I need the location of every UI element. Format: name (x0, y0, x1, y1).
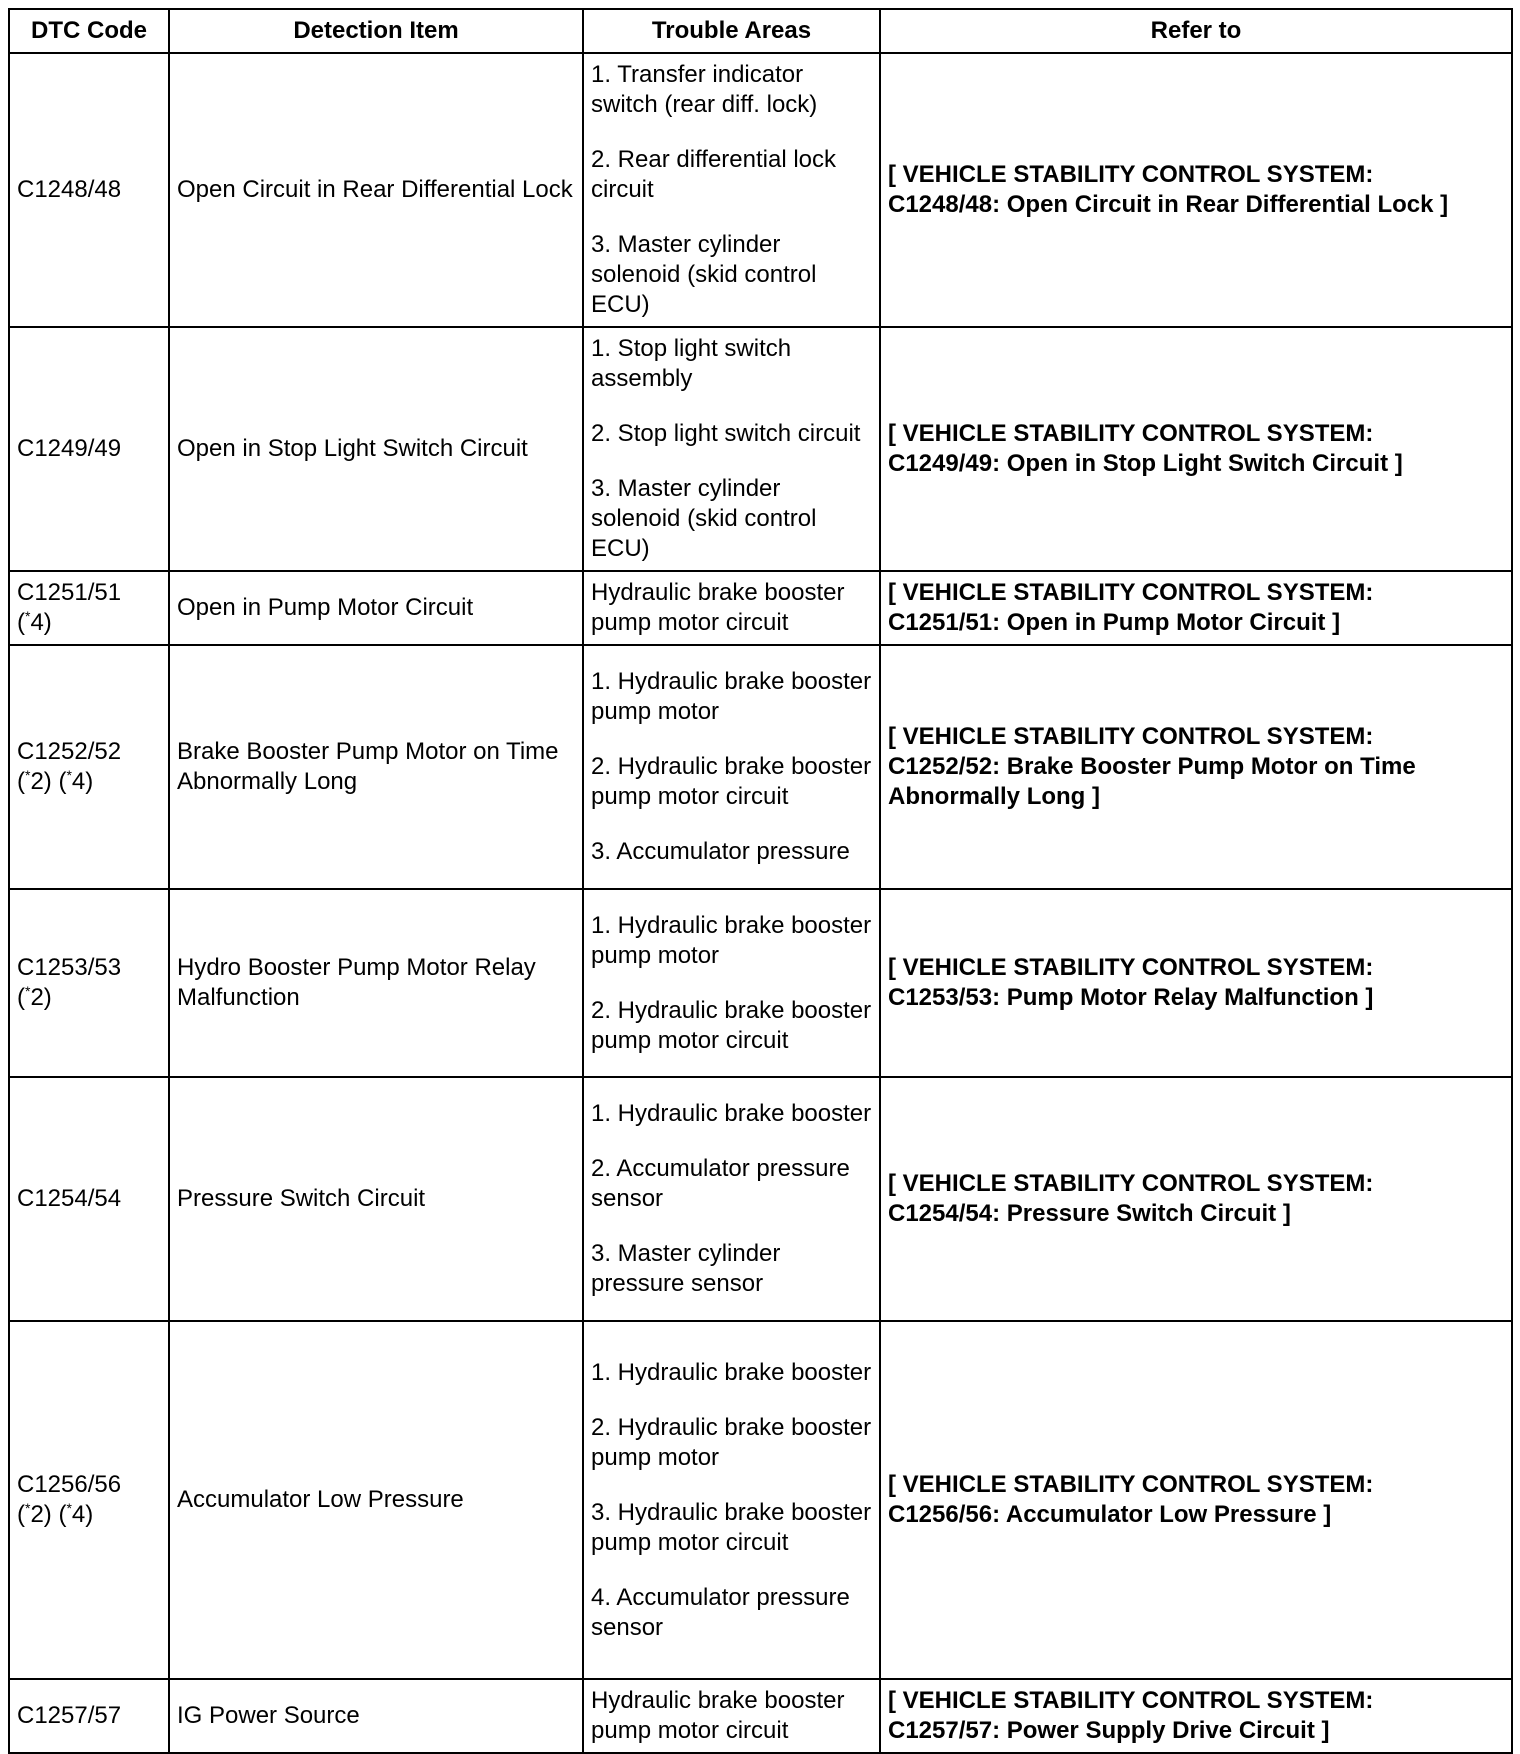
refer-line: C1249/49: Open in Stop Light Switch Circuit ] (888, 450, 1403, 477)
dtc-code-cell (9, 889, 169, 1077)
table-row (9, 889, 1512, 1077)
refer-link[interactable] (880, 1321, 1512, 1679)
trouble-areas-cell (583, 1077, 880, 1321)
dtc-code-cell (9, 571, 169, 645)
refer-link[interactable] (880, 327, 1512, 571)
trouble-area: 1. Stop light switch assembly (591, 335, 792, 392)
refer-link[interactable] (880, 1077, 1512, 1321)
table-row (9, 327, 1512, 571)
table-row (9, 1679, 1512, 1753)
dtc-code-cell (9, 645, 169, 889)
refer-line: [ VEHICLE STABILITY CONTROL SYSTEM: (888, 420, 1374, 447)
dtc-code: C1251/51 (17, 579, 122, 606)
dtc-code: C1253/53 (17, 954, 122, 981)
trouble-areas-cell (583, 889, 880, 1077)
refer-line: C1254/54: Pressure Switch Circuit ] (888, 1200, 1291, 1227)
refer-link[interactable] (880, 889, 1512, 1077)
trouble-area: 3. Master cylinder pressure sensor (591, 1240, 781, 1297)
header-trouble-areas: Trouble Areas (583, 9, 880, 53)
trouble-area: 2. Accumulator pressure sensor (591, 1155, 850, 1212)
trouble-area: 1. Hydraulic brake booster pump motor (591, 668, 872, 725)
dtc-code-cell (9, 327, 169, 571)
detection-item: Accumulator Low Pressure (169, 1321, 583, 1679)
trouble-area: 1. Hydraulic brake booster pump motor (591, 911, 872, 969)
table-row (9, 645, 1512, 889)
refer-line: C1256/56: Accumulator Low Pressure ] (888, 1501, 1332, 1528)
dtc-code: C1254/54 (17, 1185, 122, 1212)
trouble-area: Hydraulic brake booster pump motor circuit (591, 579, 845, 636)
refer-line: C1257/57: Power Supply Drive Circuit ] (888, 1717, 1330, 1744)
detection-item: Open Circuit in Rear Differential Lock (169, 53, 583, 327)
dtc-code: C1257/57 (17, 1702, 122, 1729)
refer-line: [ VEHICLE STABILITY CONTROL SYSTEM: (888, 161, 1374, 188)
dtc-code: C1256/56 (17, 1471, 122, 1498)
dtc-code: C1252/52 (17, 738, 122, 765)
trouble-area: 3. Hydraulic brake booster pump motor circuit (591, 1498, 872, 1556)
table-row (9, 53, 1512, 327)
detection-item: Pressure Switch Circuit (169, 1077, 583, 1321)
trouble-area: 2. Rear differential lock circuit (591, 146, 837, 203)
refer-line: C1252/52: Brake Booster Pump Motor on Time Abnormally Long ] (888, 753, 1416, 810)
table-row (9, 1321, 1512, 1679)
header-dtc-code: DTC Code (9, 9, 169, 53)
refer-link[interactable] (880, 571, 1512, 645)
trouble-area: 3. Master cylinder solenoid (skid control ECU) (591, 231, 817, 318)
table-row (9, 1077, 1512, 1321)
detection-item: Open in Stop Light Switch Circuit (169, 327, 583, 571)
dtc-table (8, 8, 1513, 1754)
trouble-area: Hydraulic brake booster pump motor circuit (591, 1687, 845, 1744)
refer-line: C1253/53: Pump Motor Relay Malfunction ] (888, 984, 1374, 1011)
trouble-area: 3. Accumulator pressure (591, 838, 850, 865)
dtc-note: (*2) (17, 983, 52, 1011)
detection-item: Brake Booster Pump Motor on Time Abnormally Long (169, 645, 583, 889)
dtc-code-cell (9, 1077, 169, 1321)
refer-link[interactable] (880, 645, 1512, 889)
detection-item: Open in Pump Motor Circuit (169, 571, 583, 645)
trouble-areas-cell (583, 1679, 880, 1753)
header-refer-to: Refer to (880, 9, 1512, 53)
detection-item: IG Power Source (169, 1679, 583, 1753)
detection-item: Hydro Booster Pump Motor Relay Malfunction (169, 889, 583, 1077)
refer-line: [ VEHICLE STABILITY CONTROL SYSTEM: (888, 579, 1374, 606)
refer-line: [ VEHICLE STABILITY CONTROL SYSTEM: (888, 1170, 1374, 1197)
refer-line: C1248/48: Open Circuit in Rear Differential Lock ] (888, 191, 1449, 218)
trouble-areas-cell (583, 571, 880, 645)
header-row (9, 9, 1512, 53)
trouble-areas-cell (583, 327, 880, 571)
trouble-area: 4. Accumulator pressure sensor (591, 1583, 850, 1641)
refer-line: [ VEHICLE STABILITY CONTROL SYSTEM: (888, 1471, 1374, 1498)
dtc-code-cell (9, 53, 169, 327)
trouble-area: 2. Hydraulic brake booster pump motor (591, 1413, 872, 1471)
trouble-area: 3. Master cylinder solenoid (skid control ECU) (591, 475, 817, 562)
trouble-area: 2. Hydraulic brake booster pump motor circuit (591, 996, 872, 1054)
refer-line: C1251/51: Open in Pump Motor Circuit ] (888, 609, 1341, 636)
refer-link[interactable] (880, 53, 1512, 327)
refer-line: [ VEHICLE STABILITY CONTROL SYSTEM: (888, 1687, 1374, 1714)
trouble-areas-cell (583, 645, 880, 889)
refer-link[interactable] (880, 1679, 1512, 1753)
dtc-code-cell (9, 1321, 169, 1679)
trouble-area: 1. Hydraulic brake booster (591, 1100, 872, 1127)
header-detection-item: Detection Item (169, 9, 583, 53)
dtc-note: (*2) (*4) (17, 1500, 94, 1528)
trouble-area: 2. Stop light switch circuit (591, 420, 861, 447)
dtc-note: (*2) (*4) (17, 767, 94, 795)
table-row (9, 571, 1512, 645)
dtc-note: (*4) (17, 608, 52, 636)
dtc-code: C1249/49 (17, 435, 122, 462)
trouble-areas-cell (583, 1321, 880, 1679)
trouble-area: 1. Transfer indicator switch (rear diff. lock) (591, 61, 818, 118)
trouble-area: 1. Hydraulic brake booster (591, 1358, 872, 1386)
refer-line: [ VEHICLE STABILITY CONTROL SYSTEM: (888, 954, 1374, 981)
dtc-code: C1248/48 (17, 176, 122, 203)
trouble-area: 2. Hydraulic brake booster pump motor circuit (591, 753, 872, 810)
refer-line: [ VEHICLE STABILITY CONTROL SYSTEM: (888, 723, 1374, 750)
dtc-code-cell (9, 1679, 169, 1753)
trouble-areas-cell (583, 53, 880, 327)
